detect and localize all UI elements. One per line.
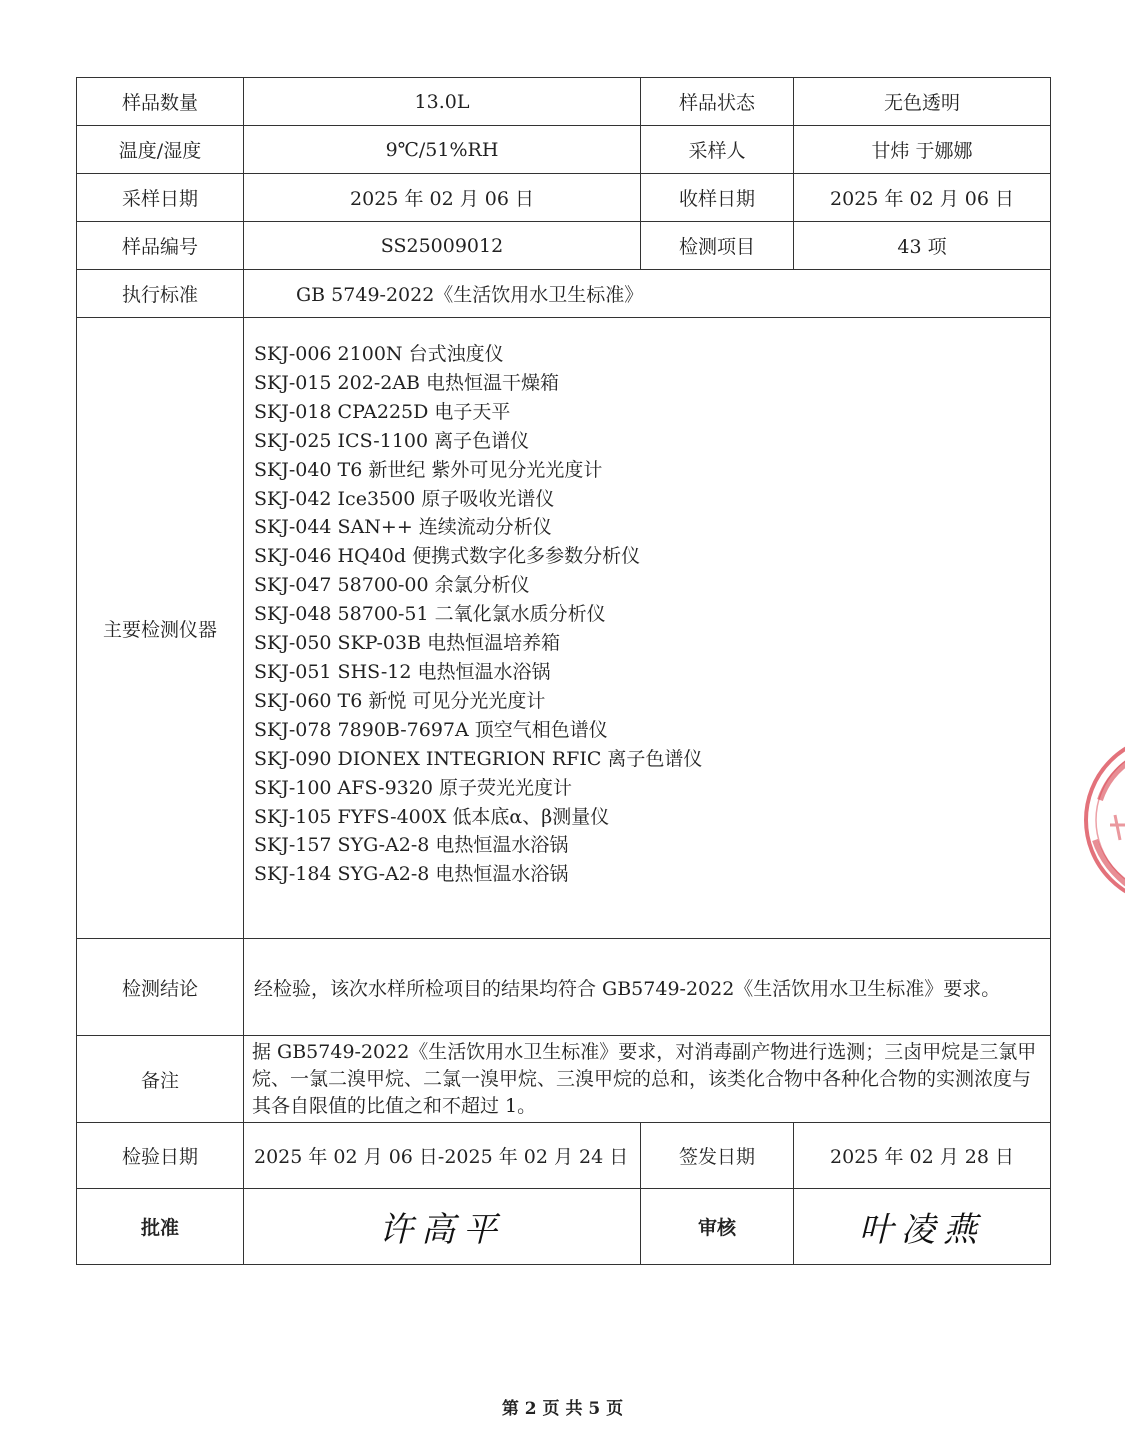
instrument-list — [244, 318, 1051, 939]
table-row — [77, 270, 1051, 318]
table-row — [77, 222, 1051, 270]
page-footer: 第 2 页 共 5 页 — [501, 1399, 624, 1419]
test-date-value: 2025 年 02 月 06 日-2025 年 02 月 24 日 — [244, 1123, 641, 1189]
temp-humidity-label: 温度/湿度 — [77, 126, 244, 174]
instrument-item: SKJ-018 CPA225D 电子天平 — [254, 400, 511, 423]
instrument-item: SKJ-042 Ice3500 原子吸收光谱仪 — [254, 487, 555, 510]
issue-date-value: 2025 年 02 月 28 日 — [794, 1123, 1051, 1189]
table-row — [77, 318, 1051, 939]
table-row — [77, 939, 1051, 1036]
approve-label: 批准 — [77, 1189, 244, 1265]
instrument-item: SKJ-040 T6 新世纪 紫外可见分光光度计 — [254, 458, 603, 481]
remark-text: 据 GB5749-2022《生活饮用水卫生标准》要求，对消毒副产物进行选测；三卤甲烷是三氯甲烷、一氯二溴甲烷、二氯一溴甲烷、三溴甲烷的总和，该类化合物中各种化合物的实测浓度与其各自限值的比值之和不超过 1。 — [244, 1036, 1051, 1123]
sample-no-value: SS25009012 — [244, 222, 641, 270]
table-row — [77, 126, 1051, 174]
sample-qty-value: 13.0L — [244, 78, 641, 126]
test-date-label: 检验日期 — [77, 1123, 244, 1189]
instrument-item: SKJ-060 T6 新悦 可见分光光度计 — [254, 689, 546, 712]
sample-qty-label: 样品数量 — [77, 78, 244, 126]
approve-signature — [244, 1189, 641, 1265]
test-items-label: 检测项目 — [641, 222, 794, 270]
conclusion-label: 检测结论 — [77, 939, 244, 1036]
official-seal-stamp — [1080, 730, 1125, 910]
table-row — [77, 1123, 1051, 1189]
instrument-item: SKJ-078 7890B-7697A 顶空气相色谱仪 — [254, 718, 608, 741]
instrument-item: SKJ-015 202-2AB 电热恒温干燥箱 — [254, 371, 560, 394]
sampler-label: 采样人 — [641, 126, 794, 174]
report-table — [76, 77, 1051, 1265]
instrument-item: SKJ-044 SAN++ 连续流动分析仪 — [254, 516, 552, 539]
instrument-item: SKJ-025 ICS-1100 离子色谱仪 — [254, 429, 530, 452]
test-items-value: 43 项 — [794, 222, 1051, 270]
table-row — [77, 78, 1051, 126]
table-row — [77, 1036, 1051, 1123]
review-signature — [794, 1189, 1051, 1265]
instrument-item: SKJ-090 DIONEX INTEGRION RFIC 离子色谱仪 — [254, 747, 703, 770]
sampling-date-value: 2025 年 02 月 06 日 — [244, 174, 641, 222]
instrument-item: SKJ-051 SHS-12 电热恒温水浴锅 — [254, 660, 551, 683]
instrument-item: SKJ-006 2100N 台式浊度仪 — [254, 343, 504, 365]
issue-date-label: 签发日期 — [641, 1123, 794, 1189]
table-row — [77, 1189, 1051, 1265]
instruments-label: 主要检测仪器 — [77, 318, 244, 939]
table-row — [77, 174, 1051, 222]
receiving-date-label: 收样日期 — [641, 174, 794, 222]
instrument-item: SKJ-050 SKP-03B 电热恒温培养箱 — [254, 632, 561, 655]
sample-state-value: 无色透明 — [794, 78, 1051, 126]
conclusion-text: 经检验，该次水样所检项目的结果均符合 GB5749-2022《生活饮用水卫生标准》要求。 — [244, 939, 1051, 1036]
review-signature-text: 叶凌燕 — [859, 1210, 985, 1250]
instrument-item: SKJ-184 SYG-A2-8 电热恒温水浴锅 — [254, 863, 569, 886]
receiving-date-value: 2025 年 02 月 06 日 — [794, 174, 1051, 222]
sampler-value: 甘炜 于娜娜 — [794, 126, 1051, 174]
instrument-item: SKJ-046 HQ40d 便携式数字化多参数分析仪 — [254, 545, 641, 568]
sample-state-label: 样品状态 — [641, 78, 794, 126]
remark-label: 备注 — [77, 1036, 244, 1123]
instrument-item: SKJ-048 58700-51 二氧化氯水质分析仪 — [254, 603, 606, 626]
temp-humidity-value: 9℃/51%RH — [244, 126, 641, 174]
standard-value: GB 5749-2022《生活饮用水卫生标准》 — [244, 270, 1051, 318]
instrument-item: SKJ-105 FYFS-400X 低本底α、β测量仪 — [254, 805, 610, 828]
instrument-item: SKJ-047 58700-00 余氯分析仪 — [254, 574, 530, 597]
instrument-item: SKJ-157 SYG-A2-8 电热恒温水浴锅 — [254, 834, 569, 857]
standard-label: 执行标准 — [77, 270, 244, 318]
sampling-date-label: 采样日期 — [77, 174, 244, 222]
approve-signature-text: 许高平 — [379, 1210, 505, 1250]
review-label: 审核 — [641, 1189, 794, 1265]
sample-no-label: 样品编号 — [77, 222, 244, 270]
instrument-item: SKJ-100 AFS-9320 原子荧光光度计 — [254, 776, 572, 799]
